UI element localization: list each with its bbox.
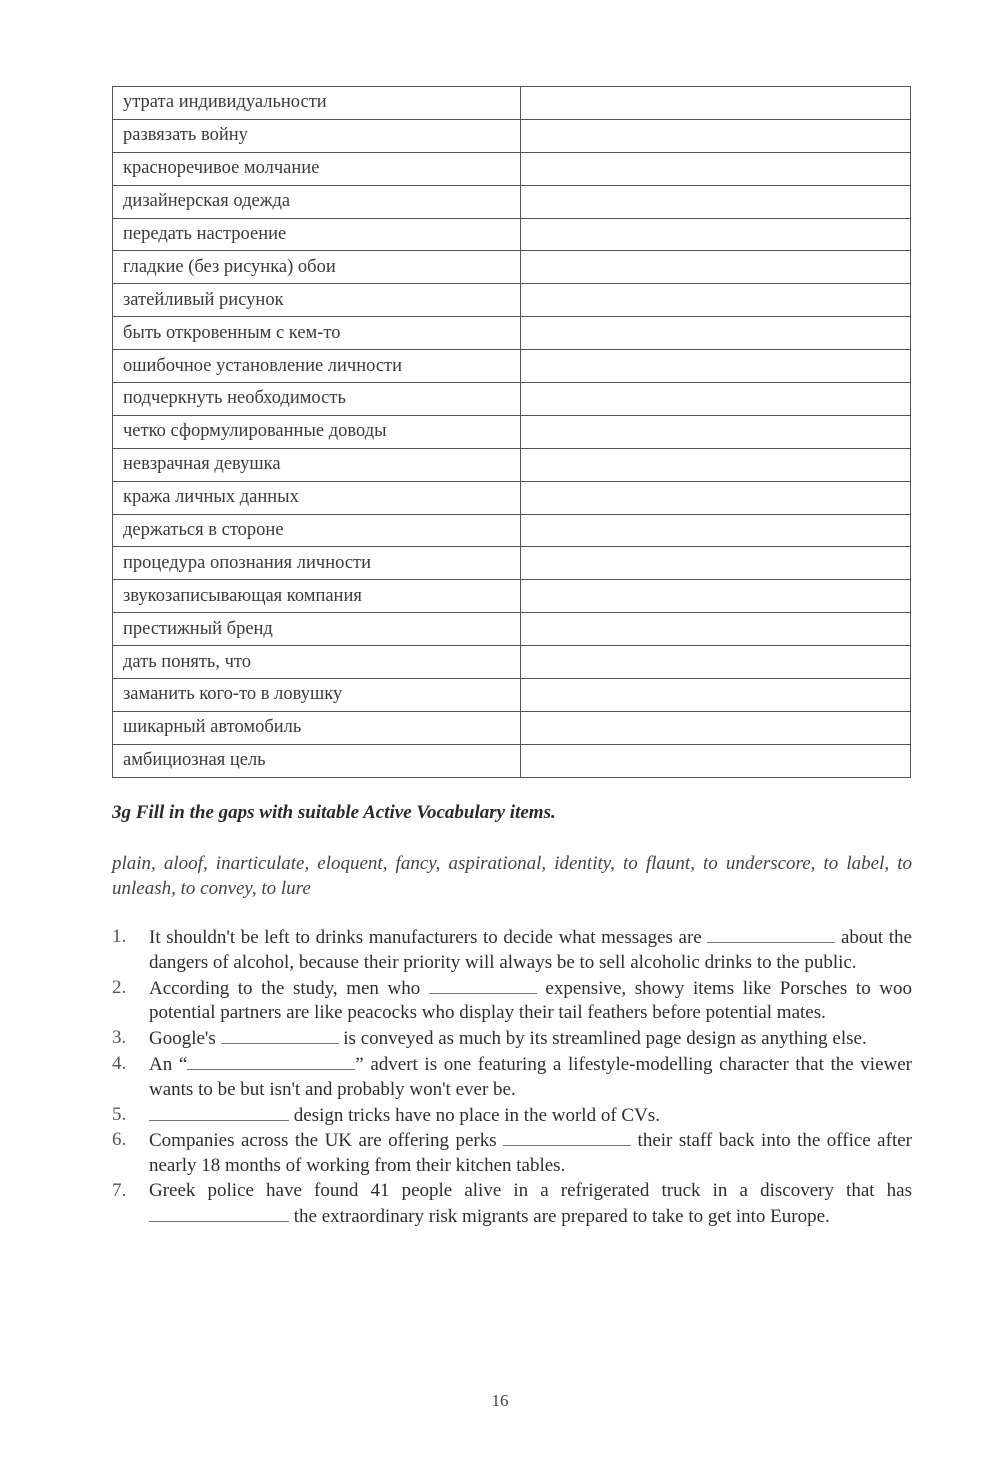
vocabulary-table — [112, 86, 911, 778]
translation-answer-cell[interactable] — [521, 87, 911, 120]
exercise-item-3 — [112, 1026, 912, 1052]
russian-phrase-cell: кража личных данных — [113, 481, 521, 514]
exercise-list — [112, 925, 912, 1230]
translation-answer-cell[interactable] — [521, 646, 911, 679]
table-row — [113, 415, 911, 448]
russian-phrase-cell: процедура опознания личности — [113, 547, 521, 580]
russian-phrase-cell: амбициозная цель — [113, 744, 521, 777]
translation-answer-cell[interactable] — [521, 317, 911, 350]
russian-phrase-cell: шикарный автомобиль — [113, 711, 521, 744]
russian-phrase-cell: звукозаписывающая компания — [113, 580, 521, 613]
item-number: 6. — [112, 1129, 127, 1151]
translation-answer-cell[interactable] — [521, 284, 911, 317]
exercise-item-5 — [112, 1103, 912, 1129]
translation-answer-cell[interactable] — [521, 415, 911, 448]
item-number: 2. — [112, 976, 127, 998]
answer-blank[interactable] — [707, 925, 835, 943]
translation-answer-cell[interactable] — [521, 119, 911, 152]
item-number: 1. — [112, 926, 127, 947]
item-text-after: ” advert is one featuring a lifestyle-modelling character that the viewer wants to be but isn't and probably won't ever be. — [149, 1053, 912, 1100]
russian-phrase-cell: гладкие (без рисунка) обои — [113, 251, 521, 284]
translation-answer-cell[interactable] — [521, 251, 911, 284]
exercise-item-4 — [112, 1052, 912, 1103]
russian-phrase-cell: развязать войну — [113, 119, 521, 152]
russian-phrase-cell: подчеркнуть необходимость — [113, 383, 521, 416]
table-row — [113, 679, 911, 712]
russian-phrase-cell: престижный бренд — [113, 613, 521, 646]
table-row — [113, 284, 911, 317]
table-row — [113, 481, 911, 514]
translation-answer-cell[interactable] — [521, 481, 911, 514]
translation-answer-cell[interactable] — [521, 514, 911, 547]
item-text-after: design tricks have no place in the world of CVs. — [289, 1104, 660, 1126]
translation-answer-cell[interactable] — [521, 185, 911, 218]
russian-phrase-cell: держаться в стороне — [113, 514, 521, 547]
russian-phrase-cell: затейливый рисунок — [113, 284, 521, 317]
russian-phrase-cell: невзрачная девушка — [113, 448, 521, 481]
table-row — [113, 185, 911, 218]
translation-answer-cell[interactable] — [521, 152, 911, 185]
item-text-after: their staff back into the office after nearly 18 months of working from their kitchen tables. — [149, 1130, 912, 1177]
table-row — [113, 646, 911, 679]
answer-blank[interactable] — [503, 1128, 631, 1146]
item-text-after: is conveyed as much by its streamlined page design as anything else. — [338, 1028, 867, 1050]
page-number: 16 — [491, 1391, 509, 1410]
answer-blank[interactable] — [149, 1204, 289, 1222]
answer-blank[interactable] — [221, 1026, 339, 1044]
russian-phrase-cell: быть откровенным с кем-то — [113, 317, 521, 350]
table-row — [113, 580, 911, 613]
russian-phrase-cell: дать понять, что — [113, 646, 521, 679]
russian-phrase-cell: передать настроение — [113, 218, 521, 251]
table-row — [113, 514, 911, 547]
translation-answer-cell[interactable] — [521, 580, 911, 613]
exercise-item-1 — [112, 925, 912, 976]
item-text-before: An “ — [149, 1053, 188, 1075]
russian-phrase-cell: красноречивое молчание — [113, 152, 521, 185]
item-number: 4. — [112, 1052, 127, 1074]
russian-phrase-cell: заманить кого-то в ловушку — [113, 679, 521, 712]
item-text-before: According to the study, men who — [149, 977, 429, 999]
translation-answer-cell[interactable] — [521, 350, 911, 383]
translation-answer-cell[interactable] — [521, 448, 911, 481]
translation-answer-cell[interactable] — [521, 679, 911, 712]
item-text-after: expensive, showy items like Porsches to woo potential partners are like peacocks who display their tail feathers before potential mates. — [149, 977, 912, 1024]
item-number: 5. — [112, 1103, 127, 1125]
table-row — [113, 744, 911, 777]
item-text-before: Companies across the UK are offering perks — [149, 1130, 504, 1152]
translation-answer-cell[interactable] — [521, 744, 911, 777]
exercise-item-7 — [112, 1179, 912, 1230]
answer-blank[interactable] — [149, 1103, 289, 1121]
item-number: 7. — [112, 1179, 127, 1201]
translation-answer-cell[interactable] — [521, 218, 911, 251]
table-row — [113, 317, 911, 350]
translation-answer-cell[interactable] — [521, 711, 911, 744]
russian-phrase-cell: четко сформулированные доводы — [113, 415, 521, 448]
translation-answer-cell[interactable] — [521, 383, 911, 416]
translation-answer-cell[interactable] — [521, 547, 911, 580]
table-row — [113, 613, 911, 646]
table-row — [113, 152, 911, 185]
word-bank: plain, aloof, inarticulate, eloquent, fancy, aspirational, identity, to flaunt, to underscore, to label, to unleash, to convey, to lure — [112, 853, 912, 899]
table-row — [113, 350, 911, 383]
exercise-heading: 3g Fill in the gaps with suitable Active Vocabulary items. — [112, 802, 556, 823]
item-text-before: It shouldn't be left to drinks manufacturers to decide what messages are — [149, 927, 708, 948]
item-text-after: the extraordinary risk migrants are prepared to take to get into Europe. — [289, 1205, 830, 1227]
translation-answer-cell[interactable] — [521, 613, 911, 646]
exercise-item-6 — [112, 1128, 912, 1179]
table-row — [113, 547, 911, 580]
table-row — [113, 119, 911, 152]
table-row — [113, 251, 911, 284]
item-text-before: Google's — [149, 1028, 221, 1050]
table-row — [113, 711, 911, 744]
answer-blank[interactable] — [429, 976, 537, 994]
item-number: 3. — [112, 1027, 127, 1049]
answer-blank[interactable] — [187, 1052, 355, 1070]
table-row — [113, 87, 911, 120]
item-text-before: Greek police have found 41 people alive in a refrigerated truck in a discovery that has — [149, 1179, 912, 1201]
item-text-after: about the dangers of alcohol, because their priority will always be to sell alcoholic drinks to the public. — [149, 927, 912, 973]
table-row — [113, 448, 911, 481]
table-row — [113, 218, 911, 251]
russian-phrase-cell: ошибочное установление личности — [113, 350, 521, 383]
russian-phrase-cell: дизайнерская одежда — [113, 185, 521, 218]
table-row — [113, 383, 911, 416]
russian-phrase-cell: утрата индивидуальности — [113, 87, 521, 120]
exercise-item-2 — [112, 976, 912, 1027]
